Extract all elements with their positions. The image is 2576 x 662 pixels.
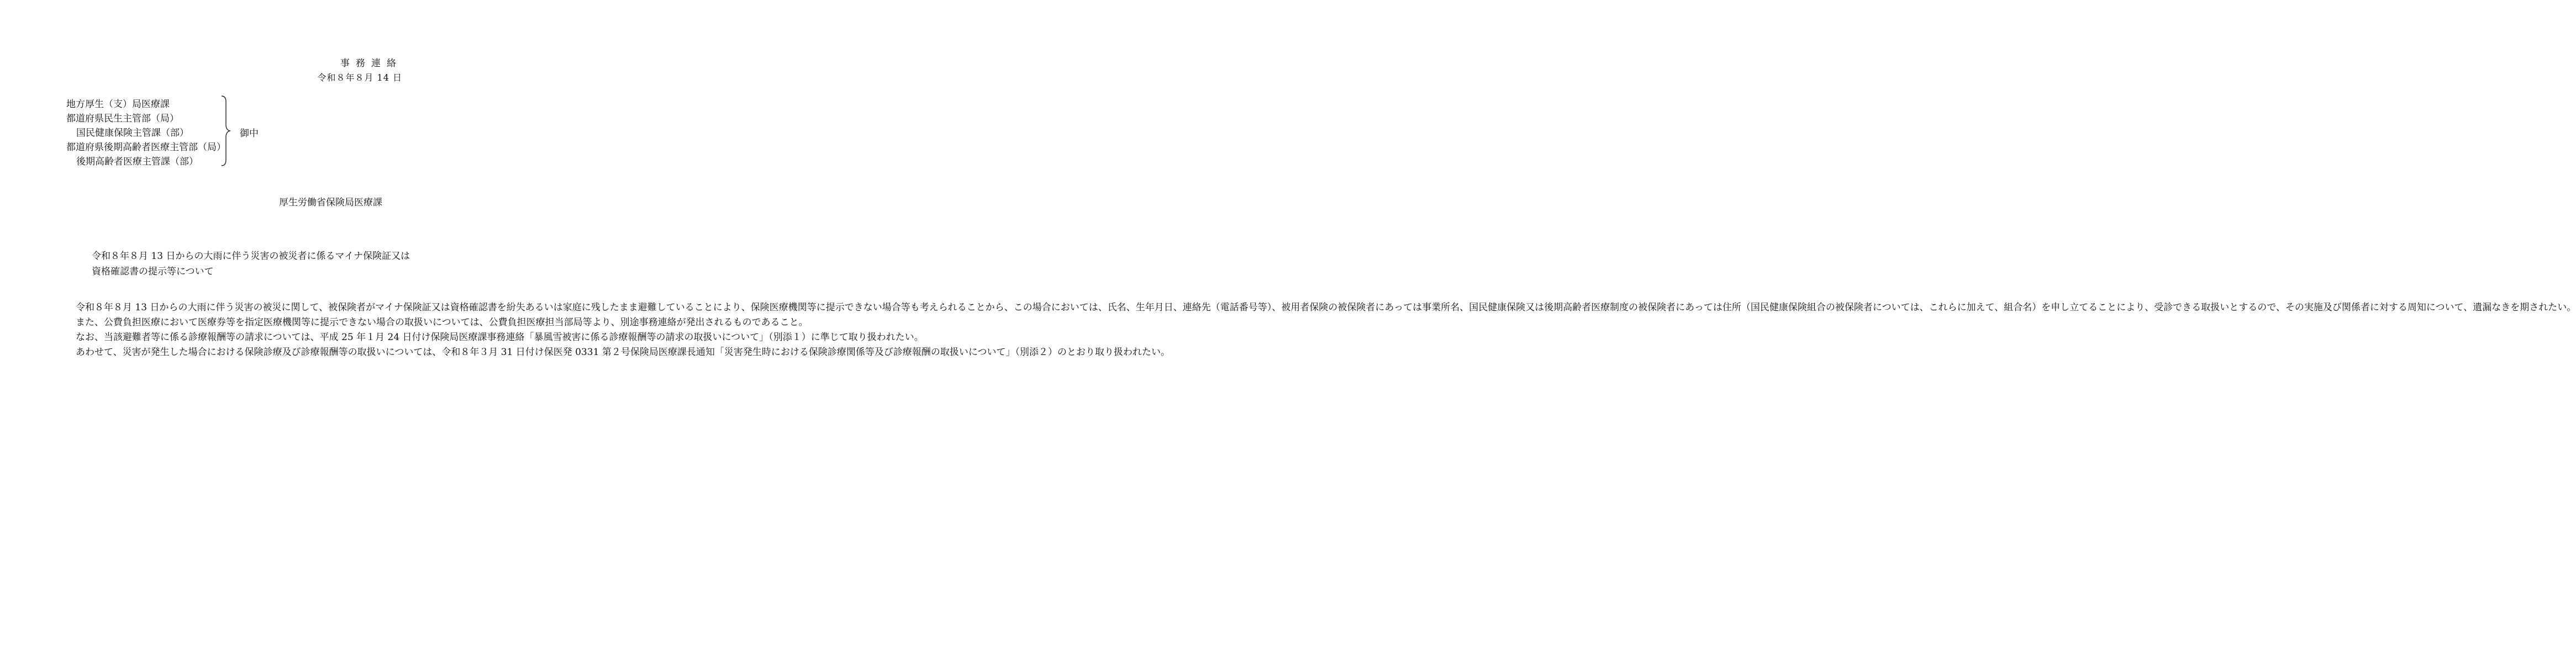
sender-name: 厚生労働省保険局医療課 — [279, 197, 382, 208]
document-body — [66, 300, 2576, 360]
body-paragraph: あわせて、災害が発生した場合における保険診療及び診療報酬等の取扱いについては、令和８年３月 31 日付け保医発 0331 第２号保険局医療課長通知「災害発生時における保険診療関係等及び診療報酬の取扱いについて」（別添２）のとおり取り扱われたい。 — [76, 347, 1170, 358]
body-paragraph: 令和８年８月 13 日からの大雨に伴う災害の被災に関して、被保険者がマイナ保険証又は資格確認書を紛失あるいは家庭に残したまま避難していることにより、保険医療機関等に提示できない場合等も考えられることから、この場合においては、氏名、生年月日、連絡先（電話番号等）、被用者保険の被保険者にあっては事業所名、国民健康保険又は後期高齢者医療制度の被保険者にあっては住所（国民健康保険組合の被保険者については、これらに加えて、組合名）を申し立てることにより、受診できる取扱いとするので、その実施及び関係者に対する周知について、遺漏なきを期されたい。 — [76, 302, 2576, 313]
document-type: 事務連絡 — [340, 58, 402, 69]
addressee-line: 国民健康保険主管課（部） — [76, 128, 189, 139]
document-date: 令和８年８月 14 日 — [317, 72, 402, 83]
curly-brace-icon — [220, 95, 231, 167]
body-paragraph: また、公費負担医療において医療券等を指定医療機関等に提示できない場合の取扱いについては、公費負担医療担当部局等より、別途事務連絡が発出されるものであること。 — [76, 317, 808, 328]
addressee-line: 都道府県民生主管部（局） — [66, 113, 179, 124]
honorific: 御中 — [240, 128, 259, 139]
body-paragraph: なお、当該避難者等に係る診療報酬等の請求については、平成 25 年１月 24 日付け保険局医療課事務連絡「暴風雪被害に係る診療報酬等の請求の取扱いについて」（別添１）に準じて取り扱われたい。 — [76, 332, 924, 343]
document-subject: 令和８年８月 13 日からの大雨に伴う災害の被災者に係るマイナ保険証又は資格確認書の提示等について — [92, 251, 410, 277]
addressee-line: 地方厚生（支）局医療課 — [66, 99, 170, 110]
addressee-list — [66, 97, 226, 169]
addressee-line: 後期高齢者医療主管課（部） — [76, 156, 198, 167]
addressee-line: 都道府県後期高齢者医療主管部（局） — [66, 142, 226, 153]
